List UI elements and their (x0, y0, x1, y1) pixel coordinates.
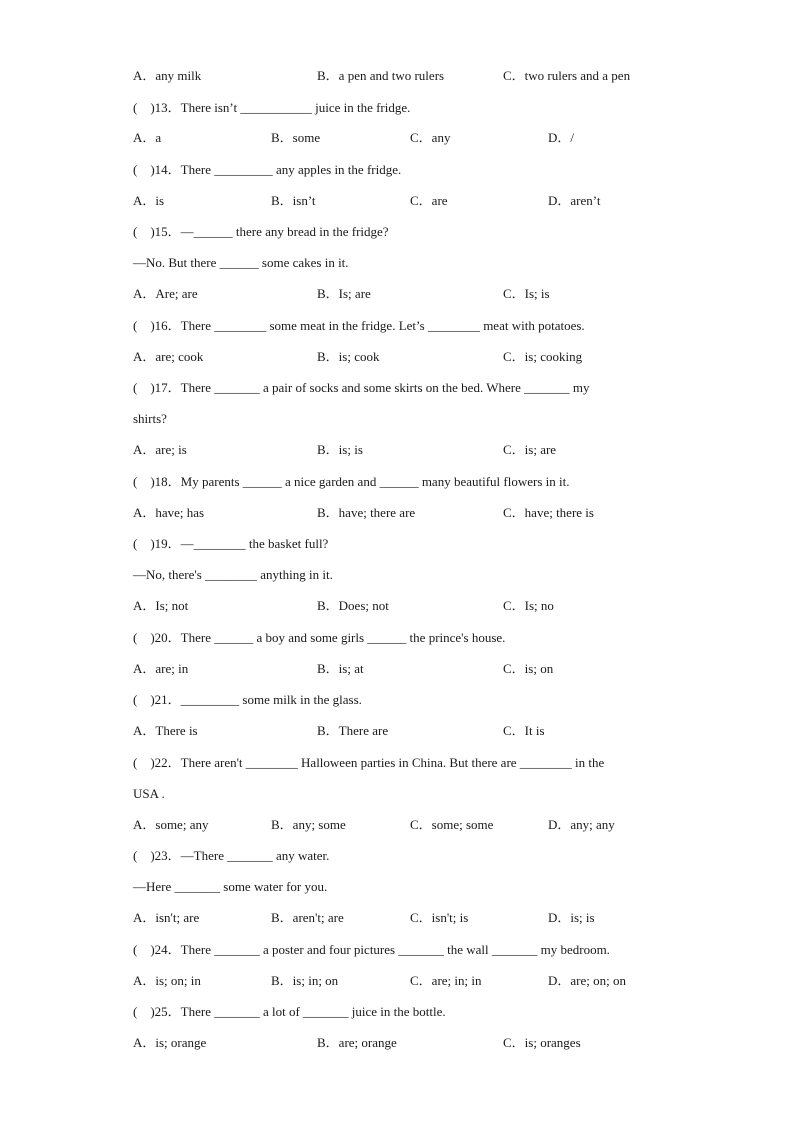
question-13: ( )13．There isn’t ___________ juice in the fridge. (133, 100, 411, 115)
option-a: A．some; any (133, 817, 209, 832)
option-a: A．is; orange (133, 1035, 207, 1050)
option-c: C．Is; no (503, 598, 554, 613)
question-20: ( )20．There ______ a boy and some girls ______ the prince's house. (133, 630, 506, 645)
option-c: C．isn't; is (410, 910, 469, 925)
option-a: A．are; cook (133, 349, 204, 364)
options-row-25 (133, 1033, 693, 1053)
option-a: A．have; has (133, 505, 205, 520)
option-b: B．a pen and two rulers (317, 68, 445, 83)
option-b: B．isn’t (271, 193, 316, 208)
options-row-16 (133, 347, 693, 367)
option-c: C．are (410, 193, 448, 208)
options-row-18 (133, 503, 693, 523)
question-14: ( )14．There _________ any apples in the fridge. (133, 162, 402, 177)
option-a: A．isn't; are (133, 910, 200, 925)
option-a: A．are; in (133, 661, 189, 676)
question-23: ( )23．—There _______ any water. (133, 848, 330, 863)
options-row-20 (133, 659, 693, 679)
option-a: A．is (133, 193, 165, 208)
option-a: A．There is (133, 723, 198, 738)
options-row-19 (133, 596, 693, 616)
option-b: B．There are (317, 723, 389, 738)
question-18: ( )18．My parents ______ a nice garden and ______ many beautiful flowers in it. (133, 474, 570, 489)
option-a: A．Are; are (133, 286, 198, 301)
option-a: A．any milk (133, 68, 202, 83)
question-22: ( )22．There aren't ________ Halloween parties in China. But there are ________ in the (133, 755, 605, 770)
options-row-12 (133, 66, 693, 86)
question-16: ( )16．There ________ some meat in the fridge. Let’s ________ meat with potatoes. (133, 318, 585, 333)
option-b: B．Is; are (317, 286, 371, 301)
option-c: C．some; some (410, 817, 494, 832)
question-19: ( )19．—________ the basket full? (133, 536, 329, 551)
option-c: C．any (410, 130, 451, 145)
option-c: C．is; cooking (503, 349, 583, 364)
option-b: B．have; there are (317, 505, 416, 520)
question-24: ( )24．There _______ a poster and four pictures _______ the wall _______ my bedroom. (133, 942, 610, 957)
question-15: ( )15．—______ there any bread in the fridge? (133, 224, 389, 239)
question-17: ( )17．There _______ a pair of socks and some skirts on the bed. Where _______ my (133, 380, 590, 395)
option-d: D．is; is (548, 910, 595, 925)
option-b: B．is; at (317, 661, 364, 676)
option-b: B．is; is (317, 442, 363, 457)
question-19-reply: —No, there's ________ anything in it. (133, 567, 333, 582)
option-c: C．It is (503, 723, 545, 738)
option-c: C．is; oranges (503, 1035, 581, 1050)
option-b: B．Does; not (317, 598, 389, 613)
question-23-reply: —Here _______ some water for you. (133, 879, 328, 894)
option-b: B．some (271, 130, 321, 145)
option-b: B．is; in; on (271, 973, 339, 988)
options-row-24 (133, 971, 693, 991)
option-d: D．any; any (548, 817, 615, 832)
option-a: A．are; is (133, 442, 187, 457)
options-row-23 (133, 908, 693, 928)
option-c: C．is; on (503, 661, 554, 676)
option-c: C．is; are (503, 442, 557, 457)
option-a: A．a (133, 130, 162, 145)
option-c: C．are; in; in (410, 973, 482, 988)
option-a: A．is; on; in (133, 973, 201, 988)
option-d: D．are; on; on (548, 973, 626, 988)
options-row-15 (133, 284, 693, 304)
question-21: ( )21．_________ some milk in the glass. (133, 692, 362, 707)
question-15-reply: —No. But there ______ some cakes in it. (133, 255, 349, 270)
options-row-17 (133, 440, 693, 460)
question-17-continued: shirts? (133, 411, 167, 426)
question-22-continued: USA . (133, 786, 165, 801)
options-row-21 (133, 721, 693, 741)
option-b: B．aren't; are (271, 910, 344, 925)
option-b: B．is; cook (317, 349, 380, 364)
option-c: C．two rulers and a pen (503, 68, 631, 83)
option-d: D．aren’t (548, 193, 601, 208)
option-c: C．Is; is (503, 286, 550, 301)
option-c: C．have; there is (503, 505, 594, 520)
options-row-14 (133, 191, 693, 211)
options-row-22 (133, 815, 693, 835)
option-a: A．Is; not (133, 598, 189, 613)
options-row-13 (133, 128, 693, 148)
option-b: B．are; orange (317, 1035, 397, 1050)
question-25: ( )25．There _______ a lot of _______ juice in the bottle. (133, 1004, 446, 1019)
option-b: B．any; some (271, 817, 346, 832)
option-d: D．/ (548, 130, 575, 145)
